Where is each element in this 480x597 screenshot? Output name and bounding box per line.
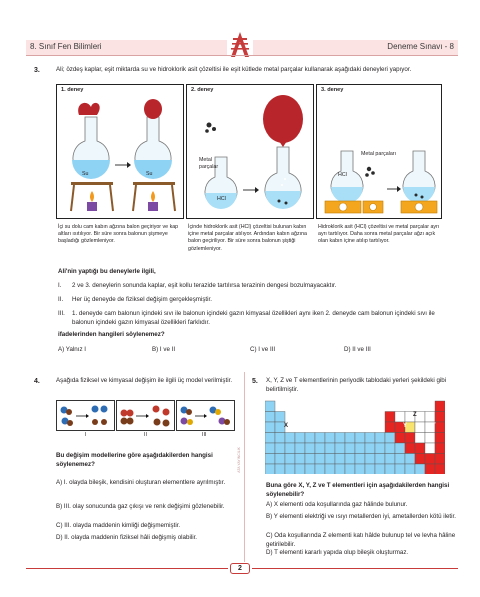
experiment-2-illustration xyxy=(187,85,315,220)
periodic-table-cell xyxy=(405,464,415,474)
experiment-2-title: 2. deney xyxy=(191,87,214,93)
statement-1-text: 2 ve 3. deneylerin sonunda kaplar, eşit kollu terazide tartılırsa terazinin dengesi bozulmayacaktır. xyxy=(72,282,337,289)
periodic-table-cell xyxy=(305,454,315,465)
periodic-table-cell xyxy=(325,443,335,454)
experiment-1-illustration xyxy=(57,85,185,220)
periodic-table-cell xyxy=(425,412,435,423)
periodic-table-cell xyxy=(395,454,405,465)
statement-2-number: II. xyxy=(58,296,64,303)
periodic-table-cell xyxy=(295,433,305,444)
periodic-table-cell xyxy=(425,464,435,474)
question-4-option-a[interactable]: A) I. olayda bileşik, kendisini oluşturan elementlere ayrılmıştır. xyxy=(56,479,226,486)
header-rule xyxy=(26,55,458,56)
periodic-table-cell xyxy=(265,454,275,465)
periodic-table-cell xyxy=(395,433,405,444)
model-label-2: II xyxy=(144,432,147,438)
question-3-number: 3. xyxy=(34,67,40,74)
periodic-table-cell xyxy=(365,454,375,465)
periodic-table-cell xyxy=(325,433,335,444)
question-4-number: 4. xyxy=(34,378,40,385)
periodic-table-cell xyxy=(325,454,335,465)
periodic-table-cell xyxy=(265,412,275,423)
periodic-table-cell xyxy=(395,443,405,454)
question-5-option-d[interactable]: D) T elementi kararlı yapıda olup bileşik oluşturmaz. xyxy=(266,549,409,556)
statement-3-text: 1. deneyde cam balonun içindeki sıvı ile balonun içindeki gazın kimyasal özellikleri aynı iken 2. deneyde cam balonun içindeki sıvı ile balonun içindeki gazın kimyasal özellikleri farklıdır. xyxy=(72,310,435,326)
footer-line-right xyxy=(252,568,458,569)
periodic-table-cell xyxy=(435,433,445,444)
periodic-table-cell xyxy=(415,422,425,433)
periodic-table-cell xyxy=(275,454,285,465)
periodic-table-cell xyxy=(365,433,375,444)
periodic-table-cell xyxy=(405,443,415,454)
periodic-table-cell xyxy=(415,443,425,454)
periodic-table-cell xyxy=(265,464,275,474)
periodic-table-cell xyxy=(355,443,365,454)
periodic-table-cell xyxy=(415,454,425,465)
question-4-option-d[interactable]: D) II. olayda maddenin fiziksel hâli değişmiş olabilir. xyxy=(56,534,198,541)
element-label-y: Y xyxy=(403,423,408,429)
periodic-table-cell xyxy=(365,443,375,454)
question-5-option-b[interactable]: B) Y elementi elektriği ve ısıyı metallerden iyi, ametallerden kötü iletir. xyxy=(266,513,456,520)
experiment-1-label-left: Su xyxy=(82,171,89,177)
experiment-2-label-metal: Metal parçalar xyxy=(199,157,219,171)
periodic-table-cell xyxy=(365,464,375,474)
periodic-table-cell xyxy=(435,401,445,412)
periodic-table-cell xyxy=(385,433,395,444)
periodic-table-cell xyxy=(335,454,345,465)
periodic-table-cell xyxy=(415,433,425,444)
experiment-2-label-hcl: HCl xyxy=(217,196,226,202)
periodic-table-cell xyxy=(395,464,405,474)
periodic-table-cell xyxy=(315,464,325,474)
experiment-1-title: 1. deney xyxy=(61,87,84,93)
periodic-table-cell xyxy=(315,443,325,454)
periodic-table-cell xyxy=(375,443,385,454)
periodic-table-cell xyxy=(345,443,355,454)
periodic-table-cell xyxy=(265,443,275,454)
statement-1-number: I. xyxy=(58,282,62,289)
periodic-table-cell xyxy=(405,454,415,465)
periodic-table-cell xyxy=(285,454,295,465)
periodic-table-cell xyxy=(435,422,445,433)
periodic-table-cell xyxy=(295,454,305,465)
periodic-table-cell xyxy=(375,433,385,444)
periodic-table-cell xyxy=(305,464,315,474)
question-3-lead: Ali'nin yaptığı bu deneylerle ilgili, xyxy=(58,268,156,275)
question-5-number: 5. xyxy=(252,378,258,385)
question-5-option-a[interactable]: A) X elementi oda koşullarında gaz hâlinde bulunur. xyxy=(266,501,408,508)
periodic-table-cell xyxy=(375,464,385,474)
periodic-table-cell xyxy=(295,464,305,474)
periodic-table-cell xyxy=(345,454,355,465)
question-4-option-c[interactable]: C) III. olayda maddenin kimliği değişmemiştir. xyxy=(56,522,181,529)
experiment-1-caption: İçi su dolu cam kabın ağzına balon geçiriyor ve kap altları ısıtılıyor. Bir süre sonra balonun şişmeye başladığı gözlemleniyor. xyxy=(58,224,179,245)
exam-title: Deneme Sınavı - 8 xyxy=(387,42,454,51)
periodic-table-cell xyxy=(385,464,395,474)
periodic-table-cell xyxy=(345,433,355,444)
periodic-table-cell xyxy=(275,443,285,454)
question-3-prompt: ifadelerinden hangileri söylenemez? xyxy=(58,331,165,338)
periodic-table-cell xyxy=(385,422,395,433)
periodic-table-cell xyxy=(435,464,445,474)
periodic-table-cell xyxy=(325,464,335,474)
periodic-table-cell xyxy=(285,433,295,444)
periodic-table-cell xyxy=(315,433,325,444)
periodic-table-cell xyxy=(285,464,295,474)
experiment-3-panel xyxy=(316,84,442,219)
periodic-table-cell xyxy=(335,443,345,454)
question-3-option-d[interactable]: D) II ve III xyxy=(344,346,371,353)
question-5-option-c[interactable]: C) Oda koşullarında Z elementi katı hâlde bulunup tel ve levha hâline getirilebilir. xyxy=(266,532,456,548)
periodic-table-cell xyxy=(345,464,355,474)
experiment-1-label-right: Su xyxy=(146,171,153,177)
periodic-table-cell xyxy=(435,443,445,454)
periodic-table-cell xyxy=(385,412,395,423)
periodic-table-cell xyxy=(375,454,385,465)
periodic-table-cell xyxy=(335,433,345,444)
experiment-2-panel xyxy=(186,84,314,219)
question-3-option-a[interactable]: A) Yalnız I xyxy=(58,346,86,353)
periodic-table-cell xyxy=(355,454,365,465)
periodic-table-cell xyxy=(305,433,315,444)
periodic-table-cell xyxy=(385,454,395,465)
question-5-stem: X, Y, Z ve T elementlerinin periyodik tablodaki yerleri şekildeki gibi belirtilmiştir. xyxy=(266,377,447,393)
periodic-table-cell xyxy=(395,412,405,423)
experiment-3-title: 3. deney xyxy=(321,87,344,93)
question-3-option-b[interactable]: B) I ve II xyxy=(152,346,176,353)
periodic-table-cell xyxy=(425,443,435,454)
element-label-t: T xyxy=(432,423,436,429)
model-label-3: III xyxy=(202,432,207,438)
periodic-table-cell xyxy=(355,464,365,474)
question-4-prompt: Bu değişim modellerine göre aşağıdakilerden hangisi söylenemez? xyxy=(56,452,213,468)
periodic-table-cell xyxy=(425,433,435,444)
experiment-3-label-metal: Metal parçaları xyxy=(361,151,397,157)
course-title: 8. Sınıf Fen Bilimleri xyxy=(30,42,102,51)
periodic-table-cell xyxy=(435,412,445,423)
periodic-table-cell xyxy=(355,433,365,444)
periodic-table-figure xyxy=(265,398,445,474)
model-label-1: I xyxy=(85,432,87,438)
periodic-table-cell xyxy=(265,433,275,444)
periodic-table-cell xyxy=(315,454,325,465)
question-3-stem: Ali; özdeş kaplar, eşit miktarda su ve hidroklorik asit çözeltisi ile eşit kütlede metal parçalar kullanarak aşağıdaki deneyleri yapıyor. xyxy=(56,66,412,73)
side-publisher-text: ATA YAYINCILIK xyxy=(237,447,241,473)
experiment-1-panel xyxy=(56,84,184,219)
periodic-table-cell xyxy=(435,454,445,465)
element-label-x: X xyxy=(284,423,289,429)
statement-2-text: Her üç deneyde de fiziksel değişim gerçekleşmiştir. xyxy=(72,296,212,303)
periodic-table-cell xyxy=(275,412,285,423)
periodic-table-cell xyxy=(335,464,345,474)
periodic-table-cell xyxy=(305,443,315,454)
question-4-stem: Aşağıda fiziksel ve kimyasal değişim ile ilgili üç model verilmiştir. xyxy=(56,377,233,384)
periodic-table-cell xyxy=(275,433,285,444)
page-number: 2 xyxy=(230,563,250,574)
footer-line-left xyxy=(26,568,228,569)
periodic-table-cell xyxy=(275,464,285,474)
experiment-2-caption: İçinde hidroklorik asit (HCl) çözeltisi bulunan kabın içine metal parçalar atılıyor. Ardından kabın ağzına balon geçiriliyor. Bir süre sonra balonun şiştiği gözlemleniyor. xyxy=(188,224,307,252)
statement-3-number: III. xyxy=(58,310,65,317)
question-3-option-c[interactable]: C) I ve III xyxy=(250,346,276,353)
periodic-table-cell xyxy=(295,443,305,454)
experiment-3-label-hcl: HCl xyxy=(338,172,347,178)
periodic-table-cell xyxy=(405,433,415,444)
periodic-table-cell xyxy=(415,464,425,474)
question-4-option-b[interactable]: B) III. olay sonucunda gaz çıkışı ve renk değişimi gözlenebilir. xyxy=(56,503,225,510)
periodic-table-cell xyxy=(285,443,295,454)
element-label-z: Z xyxy=(413,412,417,418)
experiment-3-caption: Hidroklorik asit (HCl) çözeltisi ve metal parçalar ayrı ayrı tartılıyor. Daha sonra metal parçalar ağzı açık olan kabın içine atılıp tartılıyor. xyxy=(318,224,440,245)
question-5-prompt: Buna göre X, Y, Z ve T elementleri için aşağıdakilerden hangisi söylenebilir? xyxy=(266,482,450,498)
periodic-table-cell xyxy=(385,443,395,454)
column-divider xyxy=(244,372,245,562)
periodic-table-cell xyxy=(265,422,275,433)
periodic-table-cell xyxy=(265,401,275,412)
periodic-table-cell xyxy=(425,454,435,465)
